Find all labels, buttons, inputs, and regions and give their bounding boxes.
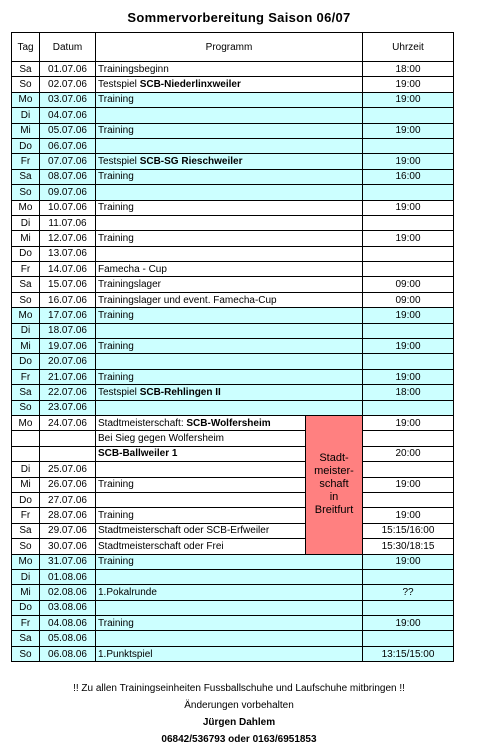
cell-programm [96,569,363,584]
table-row [12,585,454,600]
programm-text: Training [98,617,134,629]
cell-uhrzeit: 19:00 [363,616,454,631]
table-row [12,385,454,400]
cell-programm [96,508,306,523]
table-row [12,369,454,384]
cell-day: Sa [12,523,40,538]
cell-day: Mi [12,585,40,600]
cell-uhrzeit: ?? [363,585,454,600]
cell-uhrzeit [363,262,454,277]
cell-programm [96,185,363,200]
programm-text: 1.Pokalrunde [98,586,157,598]
table-row [12,554,454,569]
cell-day: Mo [12,415,40,430]
cell-date: 04.07.06 [40,108,96,123]
cell-uhrzeit [363,354,454,369]
table-row [12,215,454,230]
programm-text: Training [98,479,134,491]
cell-day: Sa [12,169,40,184]
programm-text: Bei Sieg gegen Wolfersheim [98,433,224,445]
table-row [12,108,454,123]
cell-day: Mo [12,92,40,107]
cell-programm [96,123,363,138]
header-tag: Tag [12,33,40,62]
cell-uhrzeit: 20:00 [363,446,454,461]
cell-programm [96,477,306,492]
table-row [12,262,454,277]
cell-programm [96,277,363,292]
cell-day: Fr [12,262,40,277]
cell-day: So [12,400,40,415]
cell-date: 09.07.06 [40,185,96,200]
cell-date: 20.07.06 [40,354,96,369]
table-row [12,169,454,184]
cell-day: Do [12,354,40,369]
table-row [12,631,454,646]
programm-text: Training [98,309,134,321]
stadt-box-line: Stadt- [319,452,349,465]
programm-text: Testspiel [98,79,140,91]
cell-day: So [12,77,40,92]
cell-date: 03.08.06 [40,600,96,615]
cell-uhrzeit: 18:00 [363,385,454,400]
table-row [12,569,454,584]
programm-text: Training [98,125,134,137]
programm-text: Training [98,556,134,568]
table-row [12,431,454,446]
stadt-box-line: in [329,491,339,504]
table-row [12,123,454,138]
cell-date: 10.07.06 [40,200,96,215]
cell-date: 13.07.06 [40,246,96,261]
programm-text: Testspiel [98,156,140,168]
table-row [12,138,454,153]
table-row [12,539,454,554]
cell-date: 24.07.06 [40,415,96,430]
footer-note: !! Zu allen Trainingseinheiten Fussballschuhe und Laufschuhe mitbringen !! [73,683,405,694]
programm-text: Training [98,94,134,106]
table-row [12,446,454,461]
table-row [12,616,454,631]
cell-day: Mo [12,308,40,323]
stadt-box-line: schaft [319,478,349,491]
cell-date: 12.07.06 [40,231,96,246]
cell-day: Di [12,108,40,123]
cell-day: So [12,185,40,200]
cell-date: 05.07.06 [40,123,96,138]
cell-uhrzeit [363,631,454,646]
table-row [12,154,454,169]
programm-text: Training [98,171,134,183]
cell-programm [96,323,363,338]
cell-uhrzeit: 13:15/15:00 [363,646,454,661]
cell-uhrzeit: 18:00 [363,62,454,77]
cell-date: 01.08.06 [40,569,96,584]
table-row [12,462,454,477]
cell-day: Mi [12,477,40,492]
cell-programm [96,154,363,169]
cell-uhrzeit: 15:15/16:00 [363,523,454,538]
cell-uhrzeit [363,600,454,615]
cell-programm [96,631,363,646]
cell-uhrzeit [363,462,454,477]
table-row [12,292,454,307]
cell-programm [96,600,363,615]
programm-team: SCB-Ballweiler 1 [98,448,178,460]
cell-day: Do [12,492,40,507]
cell-programm [96,246,363,261]
cell-date: 05.08.06 [40,631,96,646]
cell-uhrzeit: 19:00 [363,200,454,215]
cell-date: 04.08.06 [40,616,96,631]
cell-date: 02.08.06 [40,585,96,600]
cell-date: 30.07.06 [40,539,96,554]
cell-programm [96,385,363,400]
table-row [12,492,454,507]
cell-uhrzeit [363,400,454,415]
cell-uhrzeit [363,215,454,230]
cell-uhrzeit: 19:00 [363,554,454,569]
cell-programm [96,523,306,538]
cell-programm [96,616,363,631]
cell-day: Di [12,462,40,477]
programm-text: Stadtmeisterschaft oder SCB-Erfweiler [98,525,270,537]
cell-uhrzeit: 19:00 [363,477,454,492]
cell-date: 17.07.06 [40,308,96,323]
cell-programm [96,231,363,246]
footer-changes: Änderungen vorbehalten [184,700,294,711]
cell-day: So [12,539,40,554]
cell-programm [96,339,363,354]
programm-text: Training [98,232,134,244]
cell-programm [96,585,363,600]
cell-uhrzeit [363,108,454,123]
programm-text: Trainingsbeginn [98,63,169,75]
cell-day: Fr [12,154,40,169]
cell-uhrzeit: 19:00 [363,508,454,523]
cell-uhrzeit: 19:00 [363,369,454,384]
cell-date: 06.07.06 [40,138,96,153]
table-row [12,339,454,354]
programm-text: Training [98,202,134,214]
footer-name: Jürgen Dahlem [202,717,276,728]
cell-uhrzeit: 19:00 [363,339,454,354]
cell-day: So [12,646,40,661]
cell-programm [96,415,306,430]
cell-date: 08.07.06 [40,169,96,184]
programm-text: Training [98,510,134,522]
cell-programm [96,492,306,507]
cell-programm [96,292,363,307]
cell-day: Sa [12,277,40,292]
cell-uhrzeit [363,246,454,261]
programm-text: 1.Punktspiel [98,648,153,660]
table-row [12,77,454,92]
cell-date: 03.07.06 [40,92,96,107]
table-row [12,415,454,430]
programm-team: SCB-SG Rieschweiler [139,156,243,168]
programm-team: SCB-Niederlinxweiler [139,79,241,91]
cell-date: 23.07.06 [40,400,96,415]
cell-date: 27.07.06 [40,492,96,507]
cell-programm [96,369,363,384]
cell-date: 22.07.06 [40,385,96,400]
table-row [12,323,454,338]
cell-uhrzeit: 15:30/18:15 [363,539,454,554]
table-row [12,646,454,661]
cell-programm [96,539,306,554]
cell-programm [96,138,363,153]
cell-date: 11.07.06 [40,215,96,230]
cell-uhrzeit: 16:00 [363,169,454,184]
cell-day: Do [12,600,40,615]
cell-day [12,431,40,446]
cell-programm [96,308,363,323]
cell-programm [96,554,363,569]
cell-programm [96,92,363,107]
programm-text: Stadtmeisterschaft oder Frei [98,540,224,552]
cell-programm [96,354,363,369]
cell-date: 06.08.06 [40,646,96,661]
cell-programm [96,169,363,184]
footer-phone: 06842/536793 oder 0163/6951853 [161,734,317,745]
cell-date: 02.07.06 [40,77,96,92]
cell-programm [96,431,306,446]
cell-programm [96,646,363,661]
programm-text: Trainingslager und event. Famecha-Cup [98,294,277,306]
cell-date: 14.07.06 [40,262,96,277]
cell-day: Di [12,323,40,338]
table-row [12,508,454,523]
header-uhrzeit: Uhrzeit [363,33,454,62]
cell-day: Mo [12,554,40,569]
table-row [12,92,454,107]
cell-date [40,431,96,446]
cell-uhrzeit: 19:00 [363,308,454,323]
cell-programm [96,462,306,477]
cell-day: Mi [12,123,40,138]
stadt-box-line: Breitfurt [314,504,354,517]
cell-date: 29.07.06 [40,523,96,538]
stadtmeisterschaft-box [306,415,363,554]
cell-day: Sa [12,631,40,646]
programm-team: SCB-Rehlingen II [139,386,221,398]
cell-uhrzeit: 19:00 [363,231,454,246]
cell-day: Fr [12,616,40,631]
cell-programm [96,400,363,415]
cell-programm [96,108,363,123]
programm-text: Stadtmeisterschaft: [98,417,187,429]
table-row [12,354,454,369]
cell-date: 28.07.06 [40,508,96,523]
cell-date [40,446,96,461]
cell-date: 01.07.06 [40,62,96,77]
cell-day: Mi [12,231,40,246]
cell-programm [96,200,363,215]
header-datum: Datum [40,33,96,62]
cell-day: Do [12,138,40,153]
cell-uhrzeit: 19:00 [363,123,454,138]
programm-text: Testspiel [98,386,140,398]
table-row [12,231,454,246]
cell-day: Mi [12,339,40,354]
cell-date: 31.07.06 [40,554,96,569]
header-programm: Programm [96,33,363,62]
programm-text: Training [98,371,134,383]
cell-uhrzeit [363,569,454,584]
table-row [12,600,454,615]
cell-uhrzeit: 19:00 [363,77,454,92]
stadt-box-line: meister- [314,465,354,478]
cell-day: Mo [12,200,40,215]
table-row [12,200,454,215]
cell-programm [96,215,363,230]
table-row [12,62,454,77]
cell-date: 19.07.06 [40,339,96,354]
cell-day: Do [12,246,40,261]
table-header-row [12,33,454,62]
programm-text: Famecha - Cup [98,263,167,275]
table-row [12,185,454,200]
cell-day [12,446,40,461]
cell-uhrzeit [363,492,454,507]
cell-programm [96,77,363,92]
cell-date: 26.07.06 [40,477,96,492]
table-row [12,277,454,292]
cell-programm [96,62,363,77]
schedule-table [11,32,454,662]
programm-team: SCB-Wolfersheim [186,417,271,429]
table-row [12,523,454,538]
cell-date: 21.07.06 [40,369,96,384]
cell-uhrzeit [363,431,454,446]
cell-date: 15.07.06 [40,277,96,292]
cell-date: 16.07.06 [40,292,96,307]
table-row [12,477,454,492]
programm-text: Trainingslager [98,279,161,291]
table-row [12,246,454,261]
cell-date: 18.07.06 [40,323,96,338]
cell-day: Di [12,215,40,230]
cell-date: 07.07.06 [40,154,96,169]
cell-programm [96,446,306,461]
cell-day: Sa [12,62,40,77]
cell-day: Di [12,569,40,584]
table-row [12,308,454,323]
cell-uhrzeit [363,138,454,153]
cell-date: 25.07.06 [40,462,96,477]
cell-uhrzeit [363,323,454,338]
cell-uhrzeit: 19:00 [363,415,454,430]
cell-uhrzeit: 19:00 [363,92,454,107]
table-row [12,400,454,415]
cell-uhrzeit: 09:00 [363,292,454,307]
cell-programm [96,262,363,277]
cell-day: Fr [12,508,40,523]
cell-day: Sa [12,385,40,400]
page-title: Sommervorbereitung Saison 06/07 [127,10,351,25]
cell-day: Fr [12,369,40,384]
cell-uhrzeit: 19:00 [363,154,454,169]
cell-day: So [12,292,40,307]
programm-text: Training [98,340,134,352]
cell-uhrzeit: 09:00 [363,277,454,292]
cell-uhrzeit [363,185,454,200]
